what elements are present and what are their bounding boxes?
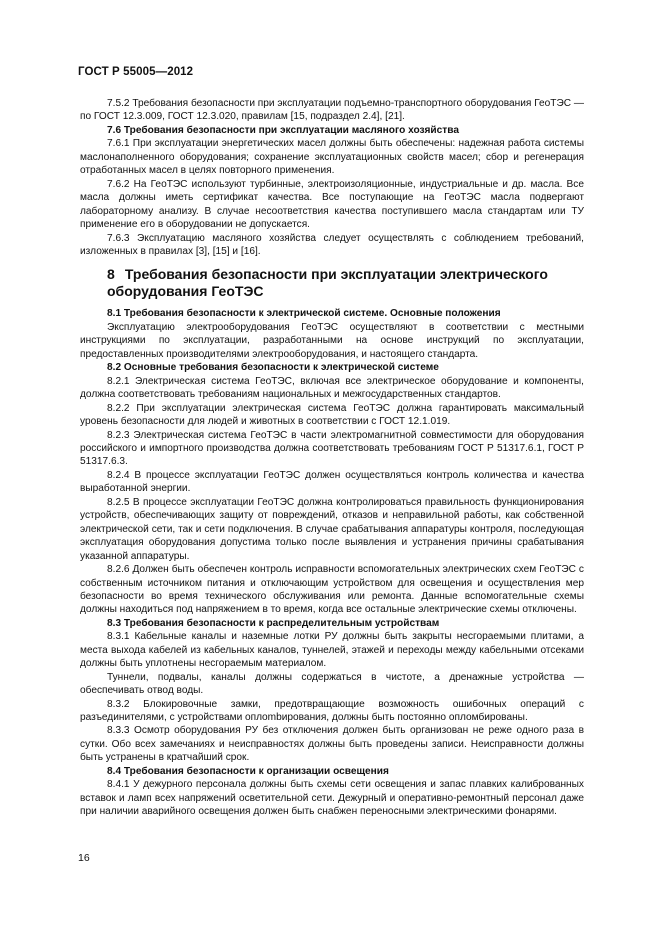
paragraph-8-3-3: 8.3.3 Осмотр оборудования РУ без отключения должен быть организован не реже одного раза в сутки. Обо всех замечаниях и неисправностях должны быть проведены записи. Неисправности должны быть устранены в кратчайший срок.: [80, 725, 584, 764]
paragraph-7-5-2: 7.5.2 Требования безопасности при эксплуатации подъемно-транспортного оборудования ГеоТЭС — по ГОСТ 12.3.009, ГОСТ 12.3.020, правилам [15, подраздел 2.4], [21].: [80, 98, 584, 123]
paragraph-8-1: Эксплуатацию электрооборудования ГеоТЭС осуществляют в соответствии с местными инструкциями по эксплуатации, разработанными на основе инструкций по эксплуатации, предоставленных производителями электрооборудования, и настоящего стандарта.: [80, 321, 584, 360]
section-heading-8-3: 8.3 Требования безопасности к распределительным устройствам: [107, 617, 440, 629]
paragraph-8-2-2: 8.2.2 При эксплуатации электрическая система ГеоТЭС должна гарантировать максимальный уровень безопасности для людей и животных в соответствии с ГОСТ 12.1.019.: [80, 402, 584, 428]
paragraph-7-6-1: 7.6.1 При эксплуатации энергетических масел должны быть обеспечены: надежная работа системы маслонаполненного оборудования; сохранение эксплуатационных свойств масел; сбор и регенерация отработанных масел в целях повторного применения.: [80, 138, 584, 177]
paragraph-8-2-5: 8.2.5 В процессе эксплуатации ГеоТЭС должна контролироваться правильность функционирования устройств, обеспечивающих защиту от повреждений, отказов и неправильной работы, как собственной электрической сети, так и сети подключения. В случае срабатывания аппаратуры контроля, последующая эксплуатация оборудования допустима только после выявления и устранения причины срабатывания указанной аппаратуры.: [80, 496, 584, 562]
paragraph-8-3-1-cont: Туннели, подвалы, каналы должны содержаться в чистоте, а дренажные устройства — обеспечивать отвод воды.: [80, 671, 584, 697]
page-number: 16: [78, 852, 90, 864]
paragraph-8-2-4: 8.2.4 В процессе эксплуатации ГеоТЭС должен осуществляться контроль количества и качества выработанной энергии.: [80, 469, 584, 495]
document-code-header: ГОСТ Р 55005—2012: [78, 66, 194, 78]
chapter-title: Требования безопасности при эксплуатации электрического оборудования ГеоТЭС: [107, 266, 548, 300]
paragraph-8-3-1: 8.3.1 Кабельные каналы и наземные лотки РУ должны быть закрыты несгораемыми плитами, а места выхода кабелей из кабельных каналов, туннелей, этажей и переходы между кабельными отсеками должны быть уплотнены несгораемым материалом.: [80, 631, 584, 670]
paragraph-8-2-1: 8.2.1 Электрическая система ГеоТЭС, включая все электрическое оборудование и компоненты, должна соответствовать требованиям национальных и межгосударственных стандартов.: [80, 375, 584, 401]
paragraph-8-2-3: 8.2.3 Электрическая система ГеоТЭС в части электромагнитной совместимости для оборудования российского и импортного производства должна соответствовать требованиям ГОСТ Р 51317.6.1, ГОСТ Р 51317.6.3.: [80, 429, 584, 468]
paragraph-8-2-6: 8.2.6 Должен быть обеспечен контроль исправности вспомогательных электрических схем ГеоТЭС с собственным источником питания и отключающим устройством для освещения и осуществления мер безопасности во время технического обслуживания или ремонта. Данные вспомогательные схемы должны находиться под напряжением в то время, когда все остальные электрические схемы отключены.: [80, 564, 584, 616]
section-heading-8-2: 8.2 Основные требования безопасности к электрической системе: [107, 362, 439, 374]
chapter-number: 8: [107, 266, 115, 283]
section-heading-7-6: 7.6 Требования безопасности при эксплуатации масляного хозяйства: [107, 124, 459, 136]
paragraph-8-4-1: 8.4.1 У дежурного персонала должны быть схемы сети освещения и запас плавких калиброванных вставок и ламп всех напряжений осветительной сети. Дежурный и оперативно-ремонтный персонал даже при наличии аварийного освещения должен быть снабжен переносными электрическими фонарями.: [80, 779, 584, 818]
document-body: [80, 97, 584, 819]
paragraph-7-6-2: 7.6.2 На ГеоТЭС используют турбинные, электроизоляционные, индустриальные и др. масла. Все масла должны иметь сертификат качества. Все поступающие на ГеоТЭС масла подвергают лабораторному анализу. В случае несоответствия качества поступившего масла стандартам или ТУ применение его в оборудовании не допускается.: [80, 178, 584, 231]
section-heading-8-1: 8.1 Требования безопасности к электрической системе. Основные положения: [107, 308, 501, 320]
chapter-heading-8: [80, 266, 584, 300]
section-heading-8-4: 8.4 Требования безопасности к организации освещения: [107, 765, 389, 777]
paragraph-8-3-2: 8.3.2 Блокировочные замки, предотвращающие возможность ошибочных операций с разъединителями, с устройствами оплombирования, должны быть постоянно опломбированы.: [80, 698, 584, 724]
paragraph-7-6-3: 7.6.3 Эксплуатацию масляного хозяйства следует осуществлять с соблюдением требований, изложенных в правилах [3], [15] и [16].: [80, 232, 584, 257]
